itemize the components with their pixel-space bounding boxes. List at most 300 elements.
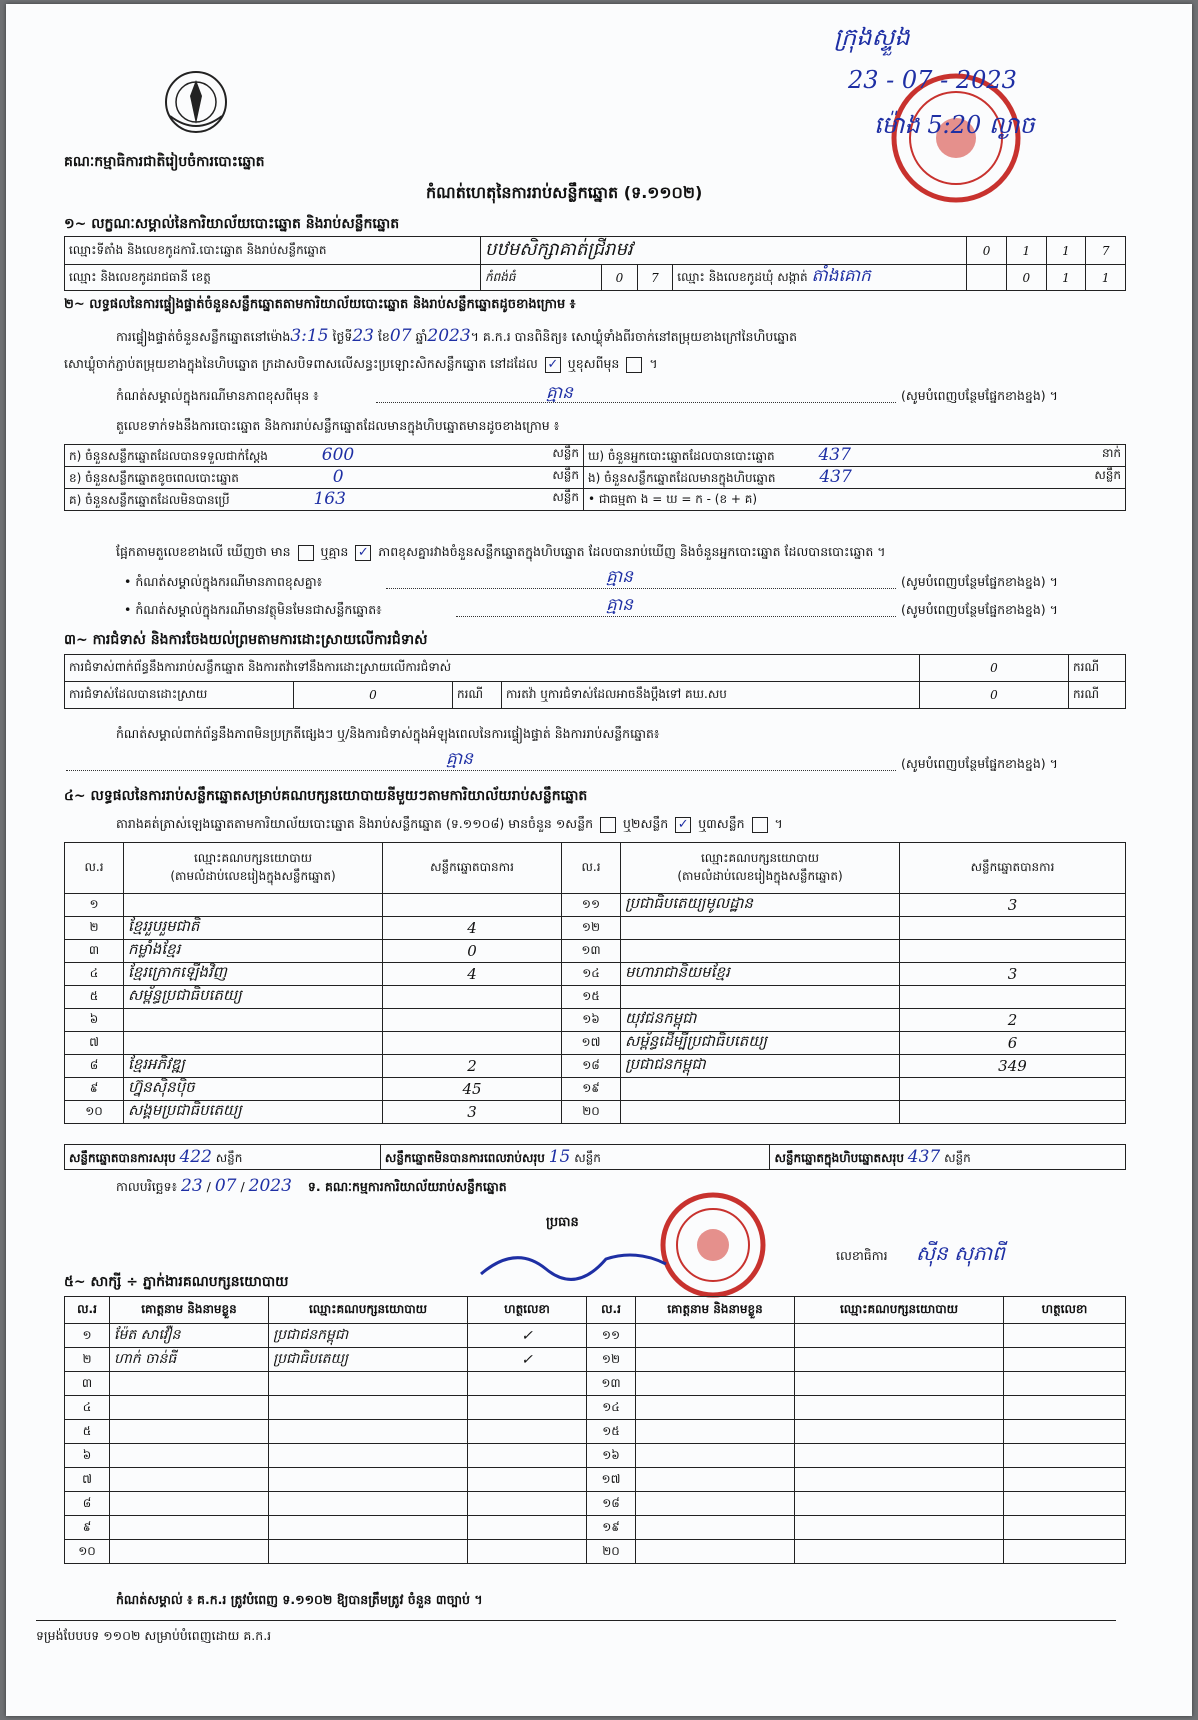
witness-signature: [1004, 1348, 1126, 1372]
witness-name: [636, 1468, 795, 1492]
section2-title: ២~ លទ្ធផលនៃការផ្ទៀងផ្ទាត់ចំនួនសន្លឹកឆ្នោតតាមការិយាល័យបោះឆ្នោត និងរាប់សន្លឹកឆ្នោតដូចខាងក្រោម ៖: [64, 297, 576, 312]
party-name: ខ្មែររួបរួមជាតិ: [124, 917, 383, 940]
table-row: [65, 986, 1126, 1009]
party-name: [124, 1009, 383, 1032]
party-name: ប្រជាធិបតេយ្យមូលដ្ឋាន: [621, 894, 900, 917]
col-party-header: [621, 843, 900, 894]
witness-no: ១៧: [587, 1468, 636, 1492]
col-party-header: ឈ្មោះគណបក្សនយោបាយ: [795, 1297, 1004, 1324]
party-name: ខ្មែរក្រោកឡើងវិញ: [124, 963, 383, 986]
province-code-digit: 0: [602, 265, 638, 291]
location-code-digit: 7: [1086, 237, 1126, 265]
party-name: សម្ព័ន្ធដើម្បីប្រជាធិបតេយ្យ: [621, 1032, 900, 1055]
bullet1-label: • កំណត់សម្គាល់ក្នុងករណីមានភាពខុសគ្នា៖: [124, 574, 323, 589]
witness-party: [795, 1420, 1004, 1444]
party-no: ១២: [562, 917, 621, 940]
party-name: ខ្មែរអភិវឌ្ឍ: [124, 1055, 383, 1078]
party-name: [621, 940, 900, 963]
witness-party: [269, 1396, 468, 1420]
col-votes-header: សន្លឹកឆ្នោតបានការ: [383, 843, 562, 894]
witness-no: ២: [65, 1348, 110, 1372]
verification-time: 3:15: [290, 326, 329, 346]
party-votes: [383, 1032, 562, 1055]
col-party-title: ឈ្មោះគណបក្សនយោបាយ: [193, 851, 313, 865]
party-no: ១៧: [562, 1032, 621, 1055]
difference-text: ភាពខុសគ្នារវាងចំនួនសន្លឹកឆ្នោតក្នុងហិបឆ្នោត ដែលបានរាប់ឃើញ និងចំនួនអ្នកបោះឆ្នោត ដែលបានបោះឆ្នោត ។: [378, 544, 886, 559]
witness-signature: [1004, 1372, 1126, 1396]
party-no: ១៥: [562, 986, 621, 1009]
witness-name: [636, 1444, 795, 1468]
party-no: ៤: [65, 963, 124, 986]
sheets-line: [116, 816, 783, 835]
party-no: ១: [65, 894, 124, 917]
bullet2-value: គ្មាន: [606, 595, 633, 615]
witness-name: [636, 1348, 795, 1372]
witness-party: [795, 1540, 1004, 1564]
section4-title: ៤~ លទ្ធផលនៃការរាប់សន្លឹកឆ្នោតសម្រាប់គណបក្សនយោបាយនីមួយៗតាមការិយាល័យរាប់សន្លឹកឆ្នោត: [64, 788, 588, 804]
verification-month: 07: [389, 326, 412, 346]
stat-ngo-value: 437: [819, 467, 852, 487]
party-votes: 349: [900, 1055, 1126, 1078]
formula-text: • ជាធម្មតា ង = ឃ = ក - (ខ + គ): [584, 489, 1126, 511]
unit-label: សន្លឹក: [574, 1150, 601, 1165]
party-no: ៧: [65, 1032, 124, 1055]
party-votes: 6: [900, 1032, 1126, 1055]
party-name: យុវជនកម្ពុជា: [621, 1009, 900, 1032]
commune-value: តាំងគោក: [811, 266, 871, 286]
witness-name: [110, 1396, 269, 1420]
verification-line-1: [116, 326, 797, 348]
col-party-title: ឈ្មោះគណបក្សនយោបាយ: [700, 851, 820, 865]
verification-year: 2023: [427, 326, 471, 346]
party-no: ១៨: [562, 1055, 621, 1078]
witness-name: [110, 1468, 269, 1492]
col-name-header: គោត្តនាម និងនាមខ្លួន: [636, 1297, 795, 1324]
witness-no: ៩: [65, 1516, 110, 1540]
witness-no: ៦: [65, 1444, 110, 1468]
date-year: 2023: [248, 1176, 292, 1196]
commune-code-digit: 1: [1086, 265, 1126, 291]
col-no-header: ល.រ: [65, 1297, 110, 1324]
col-no-header: ល.រ: [587, 1297, 636, 1324]
witness-party: [269, 1540, 468, 1564]
invalid-total-label: សន្លឹកឆ្នោតមិនបានការពេលរាប់សរុប: [384, 1150, 545, 1165]
witness-signature: [468, 1492, 587, 1516]
ballot-stats-table: [64, 444, 1126, 511]
col-party-subtitle: (តាមលំដាប់លេខរៀងក្នុងសន្លឹកឆ្នោត): [677, 869, 843, 883]
witness-name: [110, 1372, 269, 1396]
witness-party: ប្រជាធិបតេយ្យ: [269, 1348, 468, 1372]
province-label: ឈ្មោះ និងលេខកូដរាជធានី ខេត្ត: [65, 265, 481, 291]
secretary-signature: ស៊ីន សុភាពី: [916, 1241, 1005, 1265]
party-votes: 4: [383, 963, 562, 986]
location-code-digit: 0: [967, 237, 1007, 265]
witness-no: ១៥: [587, 1420, 636, 1444]
table-row: [65, 1540, 1126, 1564]
witness-signature: [468, 1420, 587, 1444]
note-value: គ្មាន: [546, 383, 573, 403]
party-no: ១៣: [562, 940, 621, 963]
party-votes: [900, 1101, 1126, 1124]
witness-no: ៧: [65, 1468, 110, 1492]
party-votes: 3: [900, 963, 1126, 986]
commune-code-digit: 1: [1046, 265, 1086, 291]
col-no-header: ល.រ: [65, 843, 124, 894]
verification-text: សោឃ្លុំចាក់ភ្ជាប់តម្រុយខាងក្នុងនៃហិបឆ្នោត ក្រដាសបិទពាសលើសន្ធះប្រឡោះសិកសន្លឹកឆ្នោត នៅដដែល: [64, 356, 538, 371]
party-name: [124, 894, 383, 917]
difference-yes-checkbox[interactable]: [298, 545, 314, 561]
witness-name: [110, 1516, 269, 1540]
bullet2-line: [456, 616, 896, 617]
party-votes: [900, 940, 1126, 963]
witness-no: ៥: [65, 1420, 110, 1444]
table-row: [65, 894, 1126, 917]
party-results-table: [64, 842, 1126, 1124]
col-sign-header: ហត្ថលេខា: [468, 1297, 587, 1324]
unit-label: សន្លឹក: [215, 1150, 243, 1165]
party-name: [124, 1032, 383, 1055]
appeal-value: 0: [920, 682, 1069, 709]
party-name: [621, 917, 900, 940]
party-no: ៦: [65, 1009, 124, 1032]
commune-label: ឈ្មោះ និងលេខកូដឃុំ សង្កាត់: [677, 270, 808, 284]
table-row: [65, 1101, 1126, 1124]
witness-no: ១២: [587, 1348, 636, 1372]
witness-party: [269, 1444, 468, 1468]
party-no: ៥: [65, 986, 124, 1009]
party-no: ២០: [562, 1101, 621, 1124]
province-value: កំពង់ធំ: [481, 265, 602, 291]
witness-party: [795, 1492, 1004, 1516]
table-row: [65, 1468, 1126, 1492]
witness-name: [110, 1540, 269, 1564]
witness-name: ហាក់ ចាន់ធី: [110, 1348, 269, 1372]
party-name: សង្គមប្រជាធិបតេយ្យ: [124, 1101, 383, 1124]
emblem-icon: [156, 66, 236, 145]
stat-ko-label: គ) ចំនួនសន្លឹកឆ្នោតដែលមិនបានប្រើ: [69, 493, 230, 507]
party-votes: 2: [383, 1055, 562, 1078]
party-name: [621, 1078, 900, 1101]
table-row: [65, 1032, 1126, 1055]
one-sheet-checkbox[interactable]: [600, 817, 616, 833]
witness-signature: [1004, 1468, 1126, 1492]
table-row: [65, 1348, 1126, 1372]
table-row: [65, 1055, 1126, 1078]
stamp-note-location: ក្រុងស្ទួង: [834, 23, 910, 51]
witness-name: [636, 1396, 795, 1420]
stat-kho-value: 437: [818, 445, 851, 465]
witness-signature: [468, 1372, 587, 1396]
table-row: [65, 1078, 1126, 1101]
secretary-label: លេខាធិការ: [836, 1248, 888, 1263]
section5-title: ៥~ សាក្សី ÷ ភ្នាក់ងារគណបក្សនយោបាយ: [64, 1274, 289, 1290]
valid-total-label: សន្លឹកឆ្នោតបានការសរុប: [69, 1150, 176, 1165]
col-votes-header: សន្លឹកឆ្នោតបានការ: [900, 843, 1126, 894]
unit-label: សន្លឹក: [552, 446, 579, 460]
party-name: [621, 1101, 900, 1124]
party-votes: 3: [383, 1101, 562, 1124]
table-row: [65, 1396, 1126, 1420]
verification-text: ការផ្ទៀងផ្ទាត់ចំនួនសន្លឹកឆ្នោតនៅម៉ោង: [116, 329, 291, 344]
witness-name: [636, 1516, 795, 1540]
table-row: [65, 1516, 1126, 1540]
unit-label: សន្លឹក: [944, 1150, 971, 1165]
difference-no-checkbox[interactable]: ✓: [355, 545, 371, 561]
witness-no: ១៣: [587, 1372, 636, 1396]
party-votes: 4: [383, 917, 562, 940]
org-name: គណៈកម្មាធិការជាតិរៀបចំការបោះឆ្នោត: [64, 154, 265, 170]
objection-total-label: ការជំទាស់ពាក់ព័ន្ធនឹងការរាប់សន្លឹកឆ្នោត និងការតវ៉ាទៅនឹងការដោះស្រាយលើការជំទាស់: [65, 655, 920, 682]
party-name: កម្លាំងខ្មែរ: [124, 940, 383, 963]
changed-checkbox[interactable]: [626, 357, 642, 373]
witness-no: ៨: [65, 1492, 110, 1516]
chair-label: ប្រធាន: [546, 1215, 579, 1230]
witness-signature: ✓: [468, 1324, 587, 1348]
stat-ka-value: 600: [321, 445, 355, 465]
party-votes: 45: [383, 1078, 562, 1101]
witness-party: [269, 1492, 468, 1516]
witness-signature: [468, 1540, 587, 1564]
table-row: [65, 940, 1126, 963]
col-party-subtitle: (តាមលំដាប់លេខរៀងក្នុងសន្លឹកឆ្នោត): [170, 869, 336, 883]
stamp-note-date: 23 - 07 - 2023: [848, 66, 1017, 94]
appeal-label: ការតវ៉ា ឬការជំទាស់ដែលអាចនឹងប្តឹងទៅ គឃ.សប: [502, 682, 920, 709]
sheets-text: ។: [774, 816, 783, 831]
difference-line: [116, 544, 886, 563]
col-party-header: [124, 843, 383, 894]
party-votes: 3: [900, 894, 1126, 917]
case-unit: ករណី: [1069, 655, 1126, 682]
stat-kho-label: ឃ) ចំនួនអ្នកបោះឆ្នោតដែលបានបោះឆ្នោត: [588, 449, 775, 463]
back-note: (សូមបំពេញបន្ថែមផ្នែកខាងខ្នង) ។: [901, 756, 1058, 771]
witness-party: [795, 1348, 1004, 1372]
note-label: កំណត់សម្គាល់ក្នុងករណីមានភាពខុសពីមុន ៖: [116, 388, 319, 403]
invalid-total-value: 15: [548, 1146, 571, 1167]
province-code-digit: 7: [637, 265, 673, 291]
witness-no: ១: [65, 1324, 110, 1348]
location-label: ឈ្មោះទីតាំង និងលេខកូដការិ.បោះឆ្នោត និងរាប់សន្លឹកឆ្នោត: [65, 237, 481, 265]
witness-signature: [1004, 1492, 1126, 1516]
witness-party: [795, 1516, 1004, 1540]
witness-party: [269, 1516, 468, 1540]
witness-party: [795, 1324, 1004, 1348]
col-name-header: គោត្តនាម និងនាមខ្លួន: [110, 1297, 269, 1324]
party-no: ១៤: [562, 963, 621, 986]
table-row: [65, 1324, 1126, 1348]
witness-name: ម៉ែត សាវឿន: [110, 1324, 269, 1348]
party-votes: 2: [900, 1009, 1126, 1032]
table-row: [65, 917, 1126, 940]
witness-name: [636, 1420, 795, 1444]
three-sheets-checkbox[interactable]: [752, 817, 768, 833]
form-footer: ទម្រង់បែបបទ ១១០២ សម្រាប់បំពេញដោយ គ.ក.រ: [36, 1628, 272, 1643]
committee-label: ទ. គណៈកម្មការការិយាល័យរាប់សន្លឹកឆ្នោត: [307, 1179, 507, 1194]
party-no: ១១: [562, 894, 621, 917]
case-unit: ករណី: [1069, 682, 1126, 709]
party-no: ៩: [65, 1078, 124, 1101]
party-votes: [900, 917, 1126, 940]
party-no: ១៦: [562, 1009, 621, 1032]
witness-name: [110, 1492, 269, 1516]
unit-label: នាក់: [1101, 446, 1121, 460]
case-unit: ករណី: [453, 682, 502, 709]
verification-text: ។ គ.ក.រ បានពិនិត្យ៖ សោឃ្លុំទាំងពីរចាក់នៅតម្រុយខាងក្រៅនៃហិបឆ្នោត: [470, 329, 798, 344]
party-name: [621, 986, 900, 1009]
witness-party: [269, 1468, 468, 1492]
date-label: កាលបរិច្ឆេទ៖: [116, 1179, 178, 1194]
sheets-text: តារាងគត់ត្រាស់ឡេងឆ្នោតតាមការិយាល័យបោះឆ្នោត និងរាប់សន្លឹកឆ្នោត (ទ.១១០៨) មានចំនួន ១សន្លឹក: [116, 816, 594, 831]
col-sign-header: ហត្ថលេខា: [1004, 1297, 1126, 1324]
witness-name: [636, 1492, 795, 1516]
objections-table: [64, 654, 1126, 709]
witness-party: [269, 1372, 468, 1396]
verification-text: ខែ: [377, 329, 390, 344]
party-no: ១០: [65, 1101, 124, 1124]
date-line: កាលបរិច្ឆេទ៖ 23 / 07 / 2023 ទ. គណៈកម្មការការិយាល័យរាប់សន្លឹកឆ្នោត: [116, 1176, 507, 1196]
table-row: [65, 1372, 1126, 1396]
table-row: [65, 963, 1126, 986]
table-row: [65, 1009, 1126, 1032]
back-note: (សូមបំពេញបន្ថែមផ្នែកខាងខ្នង) ។: [901, 388, 1058, 403]
resolved-value: 0: [294, 682, 453, 709]
stats-intro: តួលេខទាក់ទងនឹងការបោះឆ្នោត និងការរាប់សន្លឹកឆ្នោតដែលមានក្នុងហិបឆ្នោតមានដូចខាងក្រោម ៖: [116, 418, 560, 433]
valid-total-value: 422: [179, 1146, 212, 1167]
chair-signature-icon: [476, 1234, 676, 1298]
party-votes: [383, 1009, 562, 1032]
table-row: [65, 1444, 1126, 1468]
witness-signature: [468, 1468, 587, 1492]
section1-table: [64, 236, 1126, 291]
section1-title: ១~ លក្ខណៈសម្គាល់នៃការិយាល័យបោះឆ្នោត និងរាប់សន្លឹកឆ្នោត: [64, 216, 400, 232]
location-code-digit: 1: [1006, 237, 1046, 265]
witness-signature: [1004, 1516, 1126, 1540]
party-name: មហារាជានិយមខ្មែរ: [621, 963, 900, 986]
party-no: ១៩: [562, 1078, 621, 1101]
sheets-text: ឬ៣សន្លឹក: [698, 816, 745, 831]
witness-signature: ✓: [468, 1348, 587, 1372]
totals-table: [64, 1144, 1126, 1170]
witness-signature: [468, 1444, 587, 1468]
party-votes: 0: [383, 940, 562, 963]
stat-ko-value: 163: [313, 489, 346, 509]
doc-title: កំណត់ហេតុនៃការរាប់សន្លឹកឆ្នោត (ទ.១១០២): [426, 183, 703, 202]
witness-party: [795, 1444, 1004, 1468]
verification-text: ឆ្នាំ: [415, 329, 428, 344]
bullet1-value: គ្មាន: [606, 567, 633, 587]
witness-no: ២០: [587, 1540, 636, 1564]
witness-no: ៤: [65, 1396, 110, 1420]
witness-signature: [1004, 1396, 1126, 1420]
witness-no: ៣: [65, 1372, 110, 1396]
footnote: កំណត់សម្គាល់ ៖ គ.ក.រ ត្រូវបំពេញ ទ.១១០២ ឱ្យបានត្រឹមត្រូវ ចំនួន ៣ច្បាប់ ។: [116, 1592, 483, 1607]
col-no-header: ល.រ: [562, 843, 621, 894]
stat-ka-label: ក) ចំនួនសន្លឹកឆ្នោតដែលបានទទួលជាក់ស្តែង: [69, 449, 268, 463]
witness-party: [795, 1396, 1004, 1420]
witness-name: [110, 1444, 269, 1468]
date-day: 23: [181, 1176, 203, 1196]
witness-no: ១០: [65, 1540, 110, 1564]
unit-label: សន្លឹក: [1094, 468, 1121, 482]
inbox-total-label: សន្លឹកឆ្នោតក្នុងហិបឆ្នោតសរុប: [774, 1150, 904, 1165]
sheets-text: ឬ២សន្លឹក: [623, 816, 669, 831]
witness-name: [636, 1372, 795, 1396]
back-note: (សូមបំពេញបន្ថែមផ្នែកខាងខ្នង) ។: [901, 574, 1058, 589]
witness-signature: [1004, 1420, 1126, 1444]
party-votes: [383, 894, 562, 917]
table-row: [65, 1420, 1126, 1444]
bullet2-label: • កំណត់សម្គាល់ក្នុងករណីមានវត្ថុមិនមែនជាសន្លឹកឆ្នោត៖: [124, 602, 382, 617]
form-page: [6, 4, 1192, 1716]
stat-kha-value: 0: [332, 467, 344, 487]
party-no: ៨: [65, 1055, 124, 1078]
witness-signature: [1004, 1324, 1126, 1348]
witness-signature: [468, 1396, 587, 1420]
witness-party: ប្រជាជនកម្ពុជា: [269, 1324, 468, 1348]
party-votes: [900, 986, 1126, 1009]
party-no: ៣: [65, 940, 124, 963]
party-name: ប្រជាជនកម្ពុជា: [621, 1055, 900, 1078]
verification-text: ថ្ងៃទី: [332, 329, 353, 344]
witness-party: [795, 1372, 1004, 1396]
unit-label: សន្លឹក: [552, 468, 579, 482]
unit-label: សន្លឹក: [552, 490, 579, 504]
col-party-header: ឈ្មោះគណបក្សនយោបាយ: [269, 1297, 468, 1324]
verification-text: ។: [649, 356, 658, 371]
resolved-label: ការជំទាស់ដែលបានដោះស្រាយ: [65, 682, 294, 709]
witness-name: [636, 1324, 795, 1348]
witness-party: [795, 1468, 1004, 1492]
table-row: [65, 1492, 1126, 1516]
party-name: សម្ព័ន្ធប្រជាធិបតេយ្យ: [124, 986, 383, 1009]
two-sheets-checkbox[interactable]: ✓: [675, 817, 691, 833]
witness-no: ១១: [587, 1324, 636, 1348]
party-no: ២: [65, 917, 124, 940]
objection-total-value: 0: [920, 655, 1069, 682]
date-month: 07: [214, 1176, 237, 1196]
footer-divider: [36, 1620, 1116, 1621]
verification-text: ឬខុសពីមុន: [567, 356, 620, 371]
remark-value: គ្មាន: [446, 749, 473, 769]
note-line: [376, 402, 896, 403]
verification-line-2: [64, 356, 658, 375]
difference-text: ឬគ្មាន: [320, 544, 349, 559]
witness-no: ១៤: [587, 1396, 636, 1420]
witness-party: [269, 1420, 468, 1444]
witness-table: [64, 1296, 1126, 1564]
difference-text: ផ្អែកតាមតួលេខខាងលើ ឃើញថា មាន: [116, 544, 291, 559]
inbox-total-value: 437: [907, 1146, 941, 1167]
verification-day: 23: [352, 326, 374, 346]
bullet1-line: [386, 588, 896, 589]
witness-name: [110, 1420, 269, 1444]
irregularity-remark: កំណត់សម្គាល់ពាក់ព័ន្ធនឹងភាពមិនប្រក្រតីផ្សេងៗ ឬ/និងការជំទាស់ក្នុងអំឡុងពេលនៃការផ្ទៀងផ្ទាត់ និងការរាប់សន្លឹកឆ្នោត៖: [116, 726, 660, 741]
location-code-digit: 1: [1046, 237, 1086, 265]
witness-no: ១៦: [587, 1444, 636, 1468]
same-checkbox[interactable]: ✓: [545, 357, 561, 373]
section3-title: ៣~ ការជំទាស់ និងការចែងយល់ព្រមតាមការដោះស្រាយលើការជំទាស់: [64, 632, 428, 648]
party-votes: [383, 986, 562, 1009]
witness-name: [636, 1540, 795, 1564]
party-votes: [900, 1078, 1126, 1101]
commune-code-digit: 0: [1006, 265, 1046, 291]
stamp-note-time: ម៉ោង 5:20 ល្ងាច: [874, 111, 1035, 139]
witness-no: ១៩: [587, 1516, 636, 1540]
party-name: ហ្វ៊ុនស៊ិនប៉ិច: [124, 1078, 383, 1101]
witness-signature: [468, 1516, 587, 1540]
location-value: បឋមសិក្សាគាត់ជ្រីរាមវ: [481, 237, 967, 265]
stat-kha-label: ខ) ចំនួនសន្លឹកឆ្នោតខូចពេលបោះឆ្នោត: [69, 471, 239, 485]
witness-no: ១៨: [587, 1492, 636, 1516]
